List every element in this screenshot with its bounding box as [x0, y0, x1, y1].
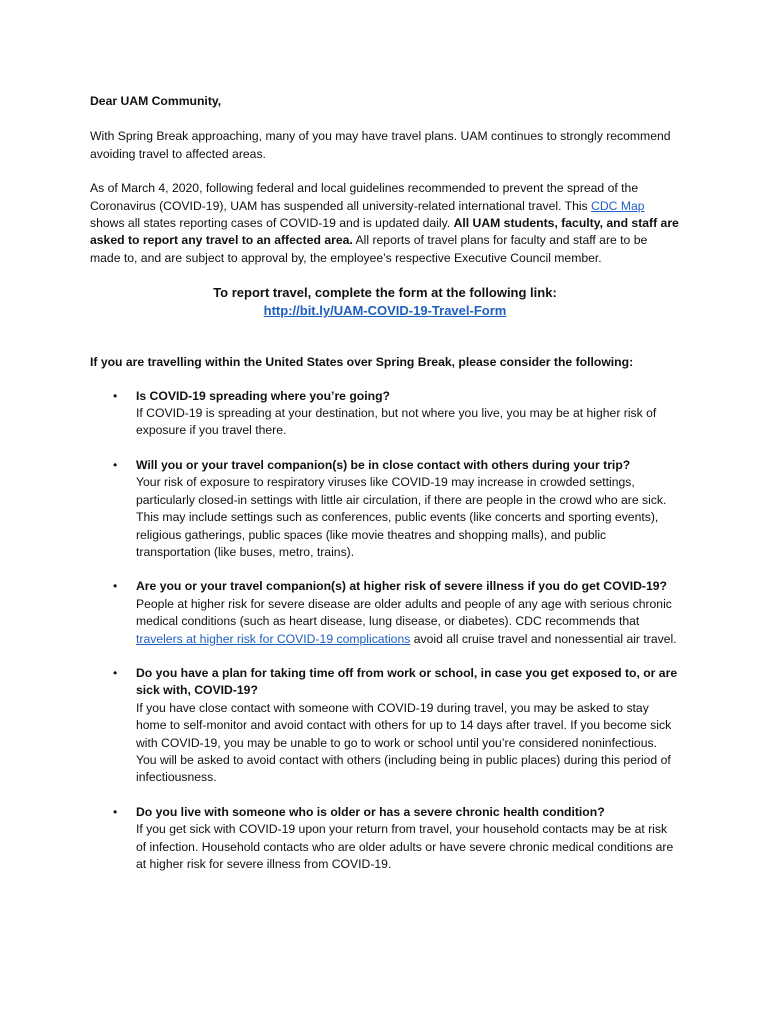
report-travel-callout — [90, 284, 680, 320]
considerations-list — [90, 388, 680, 874]
list-item-answer: Your risk of exposure to respiratory viruses like COVID-19 may increase in crowded settings, particularly closed-in settings with little air circulation, if there are people in the crowd who are sick. This may include settings such as conferences, public events (like concerts and sporting events), religious gatherings, public spaces (like movie theatres and shopping malls), and public transportation (like buses, metro, trains). — [136, 475, 667, 559]
report-travel-heading: To report travel, complete the form at the following link: — [213, 285, 557, 301]
policy-bold-notice: All UAM students, faculty, and staff are asked to report any travel to an affected area. — [90, 216, 679, 248]
list-item — [90, 388, 680, 440]
list-item — [90, 665, 680, 787]
bullet-icon: • — [113, 457, 118, 472]
high-risk-travelers-link[interactable]: travelers at higher risk for COVID-19 complications — [136, 631, 411, 646]
list-item-question: Will you or your travel companion(s) be in close contact with others during your trip? — [136, 457, 631, 472]
list-item-answer — [136, 596, 680, 648]
paragraph-travel-policy — [90, 180, 680, 267]
list-item — [90, 457, 680, 561]
bullet-icon: • — [113, 388, 118, 403]
letter-body — [90, 93, 680, 890]
bullet-icon: • — [113, 579, 118, 594]
list-item-question: Do you live with someone who is older or has a severe chronic health condition? — [136, 804, 605, 819]
list-item — [90, 578, 680, 648]
greeting: Dear UAM Community, — [90, 94, 222, 108]
bullet-icon: • — [113, 804, 118, 819]
answer-text-2: avoid all cruise travel and nonessential air travel. — [410, 631, 677, 646]
travel-form-link[interactable]: http://bit.ly/UAM-COVID-19-Travel-Form — [263, 303, 507, 319]
list-item-answer: If you have close contact with someone with COVID-19 during travel, you may be asked to stay home to self-monitor and avoid contact with others for up to 14 days after travel. If you become sick with COVID-19, you may be unable to go to work or school until you’re considered noninfectious. You will be asked to avoid contact with others (including being in public places) during this period of infectiousness. — [136, 700, 672, 785]
bullet-icon: • — [113, 665, 118, 680]
list-item-answer: If you get sick with COVID-19 upon your return from travel, your household contacts may be at risk of infection. Household contacts who are older adults or have severe chronic medical conditions are at higher risk for severe illness from COVID-19. — [136, 822, 674, 871]
list-item — [90, 804, 680, 874]
list-item-question: Do you have a plan for taking time off from work or school, in case you get exposed to, or are sick with, COVID-19? — [136, 665, 678, 698]
policy-text-1: As of March 4, 2020, following federal and local guidelines recommended to prevent the spread of the Coronavirus (COVID-19), UAM has suspended all university-related international travel. This — [90, 181, 639, 213]
paragraph-spring-break: With Spring Break approaching, many of you may have travel plans. UAM continues to strongly recommend avoiding travel to affected areas. — [90, 129, 671, 161]
policy-text-2: shows all states reporting cases of COVID-19 and is updated daily. — [90, 216, 454, 231]
list-item-question: Are you or your travel companion(s) at higher risk of severe illness if you do get COVID-19? — [136, 579, 667, 594]
domestic-travel-intro: If you are travelling within the United States over Spring Break, please consider the following: — [90, 355, 634, 370]
list-item-answer: If COVID-19 is spreading at your destination, but not where you live, you may be at higher risk of exposure if you travel there. — [136, 406, 657, 438]
answer-text-1: People at higher risk for severe disease are older adults and people of any age with serious chronic medical conditions (such as heart disease, lung disease, or diabetes). CDC recommends that — [136, 596, 672, 629]
policy-text-3: All reports of travel plans for faculty and staff are to be made to, and are subject to approval by, the employee’s respective Executive Council member. — [90, 233, 648, 265]
list-item-question: Is COVID-19 spreading where you’re going? — [136, 388, 390, 403]
cdc-map-link[interactable]: CDC Map — [591, 198, 645, 213]
